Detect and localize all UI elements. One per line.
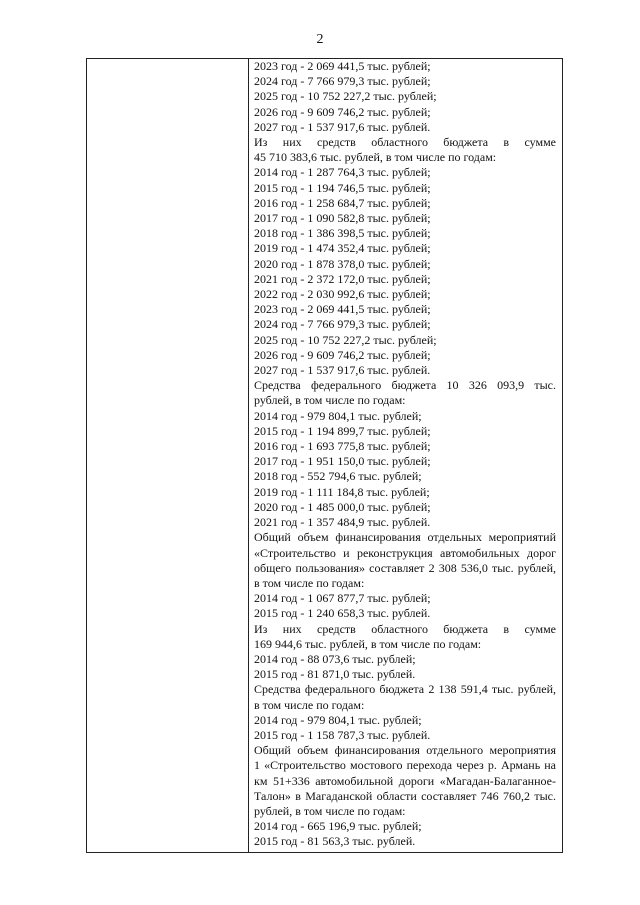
text-line: 2014 год - 665 196,9 тыс. рублей; [254,819,422,834]
text-line: 2025 год - 10 752 227,2 тыс. рублей; [254,332,437,347]
text-line: 2018 год - 552 794,6 тыс. рублей; [254,469,422,484]
text-line: 1 «Строительство мостового перехода через р. Армань на [254,758,556,773]
text-line: 2018 год - 1 386 398,5 тыс. рублей; [254,226,431,241]
text-line: 2020 год - 1 485 000,0 тыс. рублей; [254,499,431,514]
table-right-column [249,59,562,852]
text-line: 2014 год - 1 287 764,3 тыс. рублей; [254,165,431,180]
text-line: «Строительство и реконструкция автомобильных дорог [254,545,556,560]
text-line: 2019 год - 1 111 184,8 тыс. рублей; [254,484,430,499]
text-line: 2024 год - 7 766 979,3 тыс. рублей; [254,317,431,332]
text-line: 2015 год - 81 563,3 тыс. рублей. [254,834,416,849]
text-line: 2015 год - 81 871,0 тыс. рублей. [254,667,416,682]
text-line: 2014 год - 88 073,6 тыс. рублей; [254,651,416,666]
text-line: в том числе по годам: [254,575,365,590]
text-line: Средства федерального бюджета 2 138 591,4 тыс. рублей, [254,682,556,697]
text-line: км 51+336 автомобильной дороги «Магадан-Балаганное- [254,773,556,788]
text-line: 2016 год - 1 258 684,7 тыс. рублей; [254,195,431,210]
text-line: 2020 год - 1 878 378,0 тыс. рублей; [254,256,431,271]
text-line: 45 710 383,6 тыс. рублей, в том числе по годам: [254,150,497,165]
text-line: в том числе по годам: [254,697,365,712]
text-line: 2019 год - 1 474 352,4 тыс. рублей; [254,241,431,256]
financing-table [86,58,563,853]
text-line: Общий объем финансирования отдельного мероприятия [254,743,556,758]
text-line: 2026 год - 9 609 746,2 тыс. рублей; [254,104,431,119]
text-line: 2025 год - 10 752 227,2 тыс. рублей; [254,89,437,104]
text-line: Из них средств областного бюджета в сумме [254,135,556,150]
text-line: 169 944,6 тыс. рублей, в том числе по годам: [254,636,482,651]
text-line: 2027 год - 1 537 917,6 тыс. рублей. [254,119,431,134]
text-line: 2017 год - 1 951 150,0 тыс. рублей; [254,454,431,469]
text-line: 2014 год - 979 804,1 тыс. рублей; [254,408,422,423]
page-number: 2 [316,32,324,47]
text-line: 2021 год - 1 357 484,9 тыс. рублей. [254,515,431,530]
text-line: 2014 год - 1 067 877,7 тыс. рублей; [254,591,431,606]
text-line: Средства федерального бюджета 10 326 093,9 тыс. [254,378,556,393]
text-line: Из них средств областного бюджета в сумме [254,621,556,636]
text-line: 2015 год - 1 158 787,3 тыс. рублей. [254,727,431,742]
text-line: 2022 год - 2 030 992,6 тыс. рублей; [254,287,431,302]
text-line: 2015 год - 1 194 746,5 тыс. рублей; [254,180,431,195]
text-line: 2017 год - 1 090 582,8 тыс. рублей; [254,211,431,226]
text-line: общего пользования» составляет 2 308 536,0 тыс. рублей, [254,560,556,575]
text-line: 2023 год - 2 069 441,5 тыс. рублей; [254,59,431,73]
text-line: 2023 год - 2 069 441,5 тыс. рублей; [254,302,431,317]
text-line: 2015 год - 1 240 658,3 тыс. рублей. [254,606,431,621]
text-line: 2015 год - 1 194 899,7 тыс. рублей; [254,423,431,438]
text-line: Талон» в Магаданской области составляет 746 760,2 тыс. [254,788,556,803]
text-line: рублей, в том числе по годам: [254,803,406,818]
text-line: 2027 год - 1 537 917,6 тыс. рублей. [254,363,431,378]
text-line: 2014 год - 979 804,1 тыс. рублей; [254,712,422,727]
text-line: 2016 год - 1 693 775,8 тыс. рублей; [254,439,431,454]
text-line: Общий объем финансирования отдельных мероприятий [254,530,556,545]
text-line: 2026 год - 9 609 746,2 тыс. рублей; [254,347,431,362]
text-line: рублей, в том числе по годам: [254,393,406,408]
text-line: 2024 год - 7 766 979,3 тыс. рублей; [254,74,431,89]
table-left-column [87,59,249,852]
text-line: 2021 год - 2 372 172,0 тыс. рублей; [254,271,431,286]
